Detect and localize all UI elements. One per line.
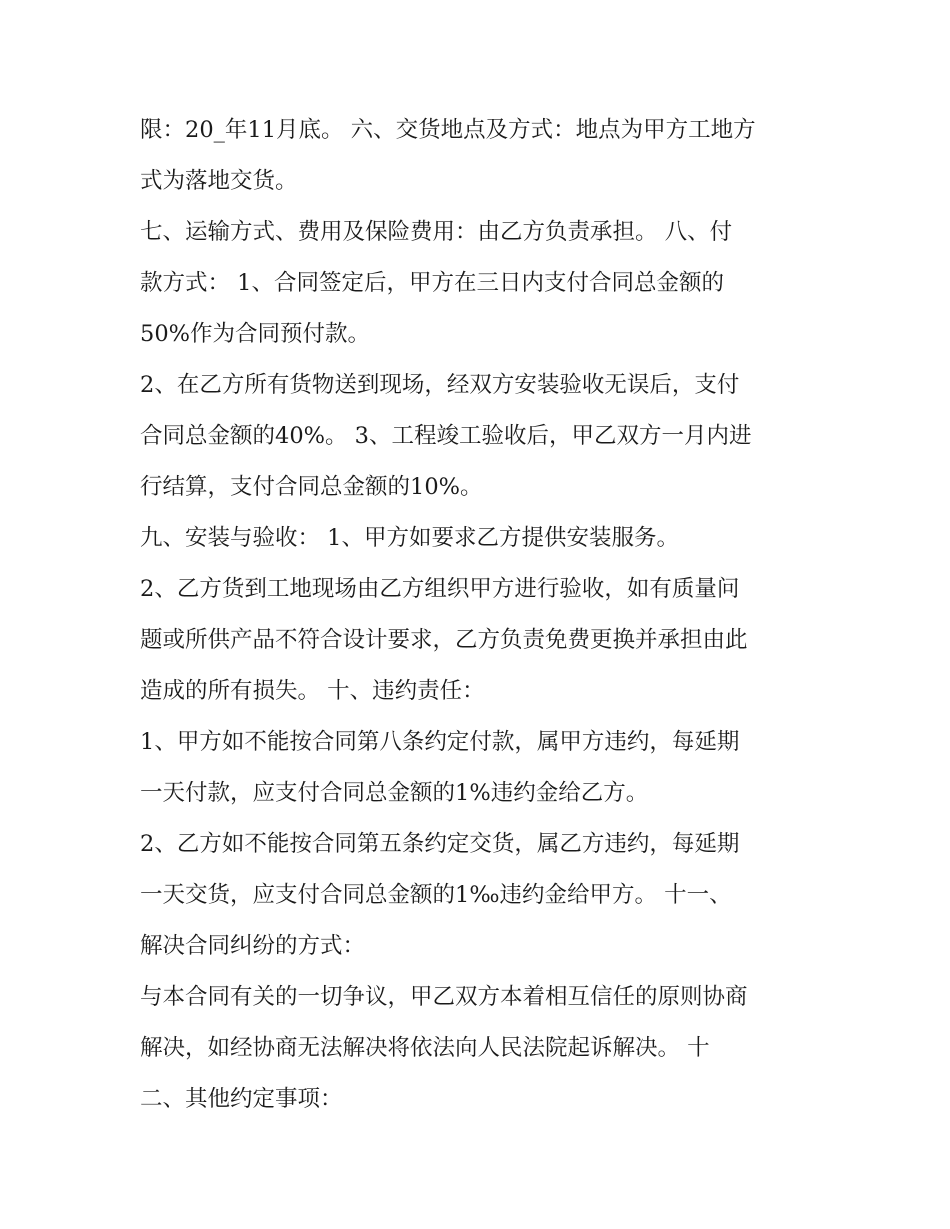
text-line: 2、乙方如不能按合同第五条约定交货，属乙方违约，每延期 (140, 831, 740, 857)
text-line: 二、其他约定事项： (140, 1086, 343, 1112)
text-line: 解决合同纠纷的方式： (140, 933, 366, 959)
contract-text (140, 105, 820, 1125)
text-line: 合同总金额的40%。 3、工程竣工验收后，甲乙双方一月内进 (140, 423, 752, 449)
text-line: 造成的所有损失。 十、违约责任： (140, 678, 485, 704)
text-line: 一天付款，应支付合同总金额的1%违约金给乙方。 (140, 780, 649, 806)
text-line: 题或所供产品不符合设计要求，乙方负责免费更换并承担由此 (140, 627, 748, 653)
text-line: 50%作为合同预付款。 (140, 321, 371, 347)
text-line: 行结算，支付合同总金额的10%。 (140, 474, 483, 500)
text-line: 九、安装与验收： 1、甲方如要求乙方提供安装服务。 (140, 525, 679, 551)
text-line: 2、乙方货到工地现场由乙方组织甲方进行验收，如有质量问 (140, 576, 740, 602)
text-line: 七、运输方式、费用及保险费用：由乙方负责承担。 八、付 (140, 219, 733, 245)
text-line: 式为落地交货。 (140, 168, 298, 194)
text-line: 解决，如经协商无法解决将依法向人民法院起诉解决。 十 (140, 1035, 710, 1061)
text-line: 限：20_年11月底。 六、交货地点及方式：地点为甲方工地方 (140, 117, 756, 143)
text-line: 2、在乙方所有货物送到现场，经双方安装验收无误后，支付 (140, 372, 740, 398)
text-line: 与本合同有关的一切争议，甲乙双方本着相互信任的原则协商 (140, 984, 748, 1010)
text-line: 1、甲方如不能按合同第八条约定付款，属甲方违约，每延期 (140, 729, 740, 755)
text-line: 一天交货，应支付合同总金额的1‰违约金给甲方。 十一、 (140, 882, 732, 908)
text-line: 款方式： 1、合同签定后，甲方在三日内支付合同总金额的 (140, 270, 724, 296)
